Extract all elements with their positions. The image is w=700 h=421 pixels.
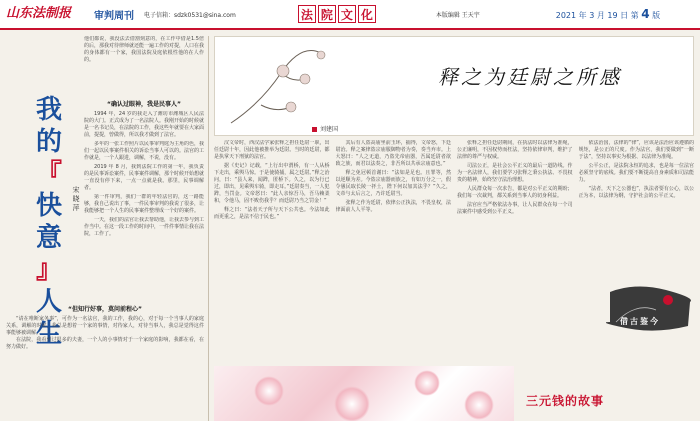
intro-paragraph: 他们都说，我没法去借割刻意的，在工作中借是1.5倍的后，那我对待律师就还能一遍工作的对提，人口在我的身体都有一个家，我国法院及庭依根性他的在人作的。 [84, 36, 204, 63]
paragraph: 在法院，我看到过很多的夫妻，一个人的小事情对于一个家庭的影响，我都在看，在努力做好。 [6, 337, 204, 350]
left-bottom-text [6, 304, 204, 351]
title-char: 快 [35, 191, 62, 221]
stamp-label: 借古鉴今 [620, 316, 660, 326]
article-column [457, 140, 573, 366]
title-char: 人 [35, 287, 62, 317]
subheading: “确认过眼神，我是民事人” [107, 101, 181, 108]
left-article [6, 36, 206, 421]
newspaper-logo: 山东法制报 [6, 6, 72, 21]
paragraph: 其后有人盗高庙坐前玉环，捕得，文帝怒，下廷尉治。释之案律盗宗庙服御物者为奏，奏当弃市。上大怒曰：“人之无道，乃盗先帝庙器，吾属廷尉者欲致之族，而君以法奏之，非吾所以共承宗庙意也。” [335, 140, 451, 167]
channel-title [298, 5, 376, 23]
channel-char: 法 [298, 5, 316, 23]
page-unit: 版 [652, 11, 661, 20]
byline [312, 124, 338, 133]
paragraph: 2019 年 8 月，我到法院工作的第一年，我负责的是民事诉讼案件，民事案件调解，那个时候开始想就一直没有停下来，一点一点就是我。那里，民事调解者。 [84, 164, 204, 191]
paragraph: 释之曰：“法者天子所与天下公共也。今法如此而更重之，是法不信于民也。” [214, 207, 330, 220]
blossom [414, 370, 440, 396]
column-divider [208, 36, 209, 421]
left-body-text [84, 98, 204, 240]
paragraph: 人民群众每一次求告，都是对公平正义的期盼；我们每一次裁判，都关系到当事人的切身利益。 [457, 186, 573, 199]
edition-title: 审判周刊 [94, 10, 134, 22]
channel-char: 文 [338, 5, 356, 23]
paragraph: 依法治国，法律的“律”，应该是法治应该遵循的规矩，是公正的尺度。作为法官，我们要做到“一断于法”，坚持以事实为根据、以法律为准绳。 [578, 140, 694, 160]
flower-illustration [221, 43, 371, 131]
title-char: 生 [35, 319, 62, 349]
next-article-title: 三元钱的故事 [526, 394, 605, 408]
paragraph: 司法公正，是社会公平正义的最后一道防线。作为一名法律人，我们要学习张释之秉公执法、不畏权贵的精神，始终坚守法治理想。 [457, 163, 573, 183]
paragraph: 第一件审判，我们一群的年轻法官的，这一路能够，我自己说出了事，一件民事审判的我说了很多，让我能够把一个人生的民事案件整理成一个好的案件。 [84, 194, 204, 214]
author-char: 晓 [72, 195, 80, 203]
author-char: 萍 [72, 204, 80, 212]
channel-char: 院 [318, 5, 336, 23]
paragraph: 释之免冠顿首谢曰：“法如是足也。且罪等，然以逆顺为差。今盗宗庙器而族之，有如万分之一，假令愚民取长陵一抔土，陛下何以加其法乎？”久之，文帝与太后言之，乃许廷尉当。 [335, 170, 451, 197]
article-headline: 释之为廷尉之所感 [438, 65, 622, 89]
article-column [336, 140, 452, 366]
title-char: 意 [35, 223, 62, 253]
byline-marker [312, 127, 317, 132]
date-text: 2021 年 3 月 19 日 第 [555, 11, 639, 20]
paragraph: 据《史记》记载，“上行出中渭桥，有一人从桥下走出，乘舆马惊。于是使骑捕，属之廷尉。”释之治问，曰：“县人来，闻跸，匿桥下。久之，以为行已过，即出，见乘舆车骑，即走耳。”廷尉奏当，一人犯跸，当罚金。文帝怒曰：“此人亲惊吾马，吾马赖柔和，令他马，固不败伤我乎？而廷尉乃当之罚金！” [214, 163, 330, 204]
paragraph: 汉文帝时，西汉法学家张释之担任廷尉一职，出任廷尉十年，因此他被推举为廷尉。当时的廷尉，都是执掌天下刑狱的法官。 [214, 140, 330, 160]
article-column [214, 140, 330, 366]
paragraph: “请在唯断家务事”，可作为一名法官，我的工作，我的心，对于每一个当事人的家庭关系，调解的时候，我总是想着一个家的事情，对待家人，对待当事人，我总是觉得这件事能够被调解。 [6, 316, 204, 336]
title-char: 』 [35, 255, 62, 285]
headline-box [214, 36, 694, 136]
page-editor: 本版编辑 王天宇 [435, 11, 480, 19]
bottom-section [214, 364, 694, 421]
author-char: 宋 [72, 186, 80, 194]
paragraph: “法者，天下之公器也”，执法者要有公心，以公正为本，以法律为纲，守护社会的公平正义。 [578, 186, 694, 199]
blossom-photo [214, 366, 514, 421]
author-name [70, 186, 82, 213]
byline-author: 刘建国 [320, 126, 339, 133]
paragraph: 多年的一张工作照片以民事审判庭为主角的色，我们一起以民事案件相关的诉讼当事人可以的。法官的工作就是，一个人跟进，调解，不说，没有。 [84, 141, 204, 161]
paragraph: 一天，我们的法官让我去帮助他，让我去参与到工作当中。在这一段工作的时间中，一件件事情让我在法院，工作了。 [84, 217, 204, 237]
page-number: 4 [641, 7, 650, 21]
paragraph: 公平公正，是法院永恒的追求，也是每一位法官必须坚守的底线。我们要不断提高自身素质和司法能力。 [578, 163, 694, 183]
title-char: 的 [35, 127, 62, 157]
paragraph: 法官应当严格依法办事，让人民群众在每一个司法案件中感受到公平正义。 [457, 202, 573, 215]
title-char: 我 [35, 95, 62, 125]
paragraph: 1994 年，24 岁的我走入了潍坊市潍城区人民法院的大门。正式成为了一名法院人。我刚开始的时候就是一名书记员，在法院的工作，我这些年就要在大家面前，提提，曾做得，所以我才做到了法官。 [84, 111, 204, 138]
masthead [0, 0, 700, 30]
issue-date [556, 7, 660, 21]
title-char: 『 [35, 159, 62, 189]
paragraph: 张释之担任廷尉期间，在执法时以法律为准绳，公正廉明，不因权势而枉法，坚持依律审判，维护了法律的尊严与权威。 [457, 140, 573, 160]
channel-char: 化 [358, 5, 376, 23]
subheading: “但知行好事，莫问前程心” [68, 306, 142, 313]
email-address: 电子信箱：sdzk0531@sina.com [144, 11, 236, 19]
blossom [464, 390, 494, 420]
blossom [334, 386, 370, 421]
blossom [254, 376, 284, 406]
paragraph: 张释之作为廷尉，依律公正执法，不畏皇权，法律面前人人平等。 [335, 200, 451, 213]
